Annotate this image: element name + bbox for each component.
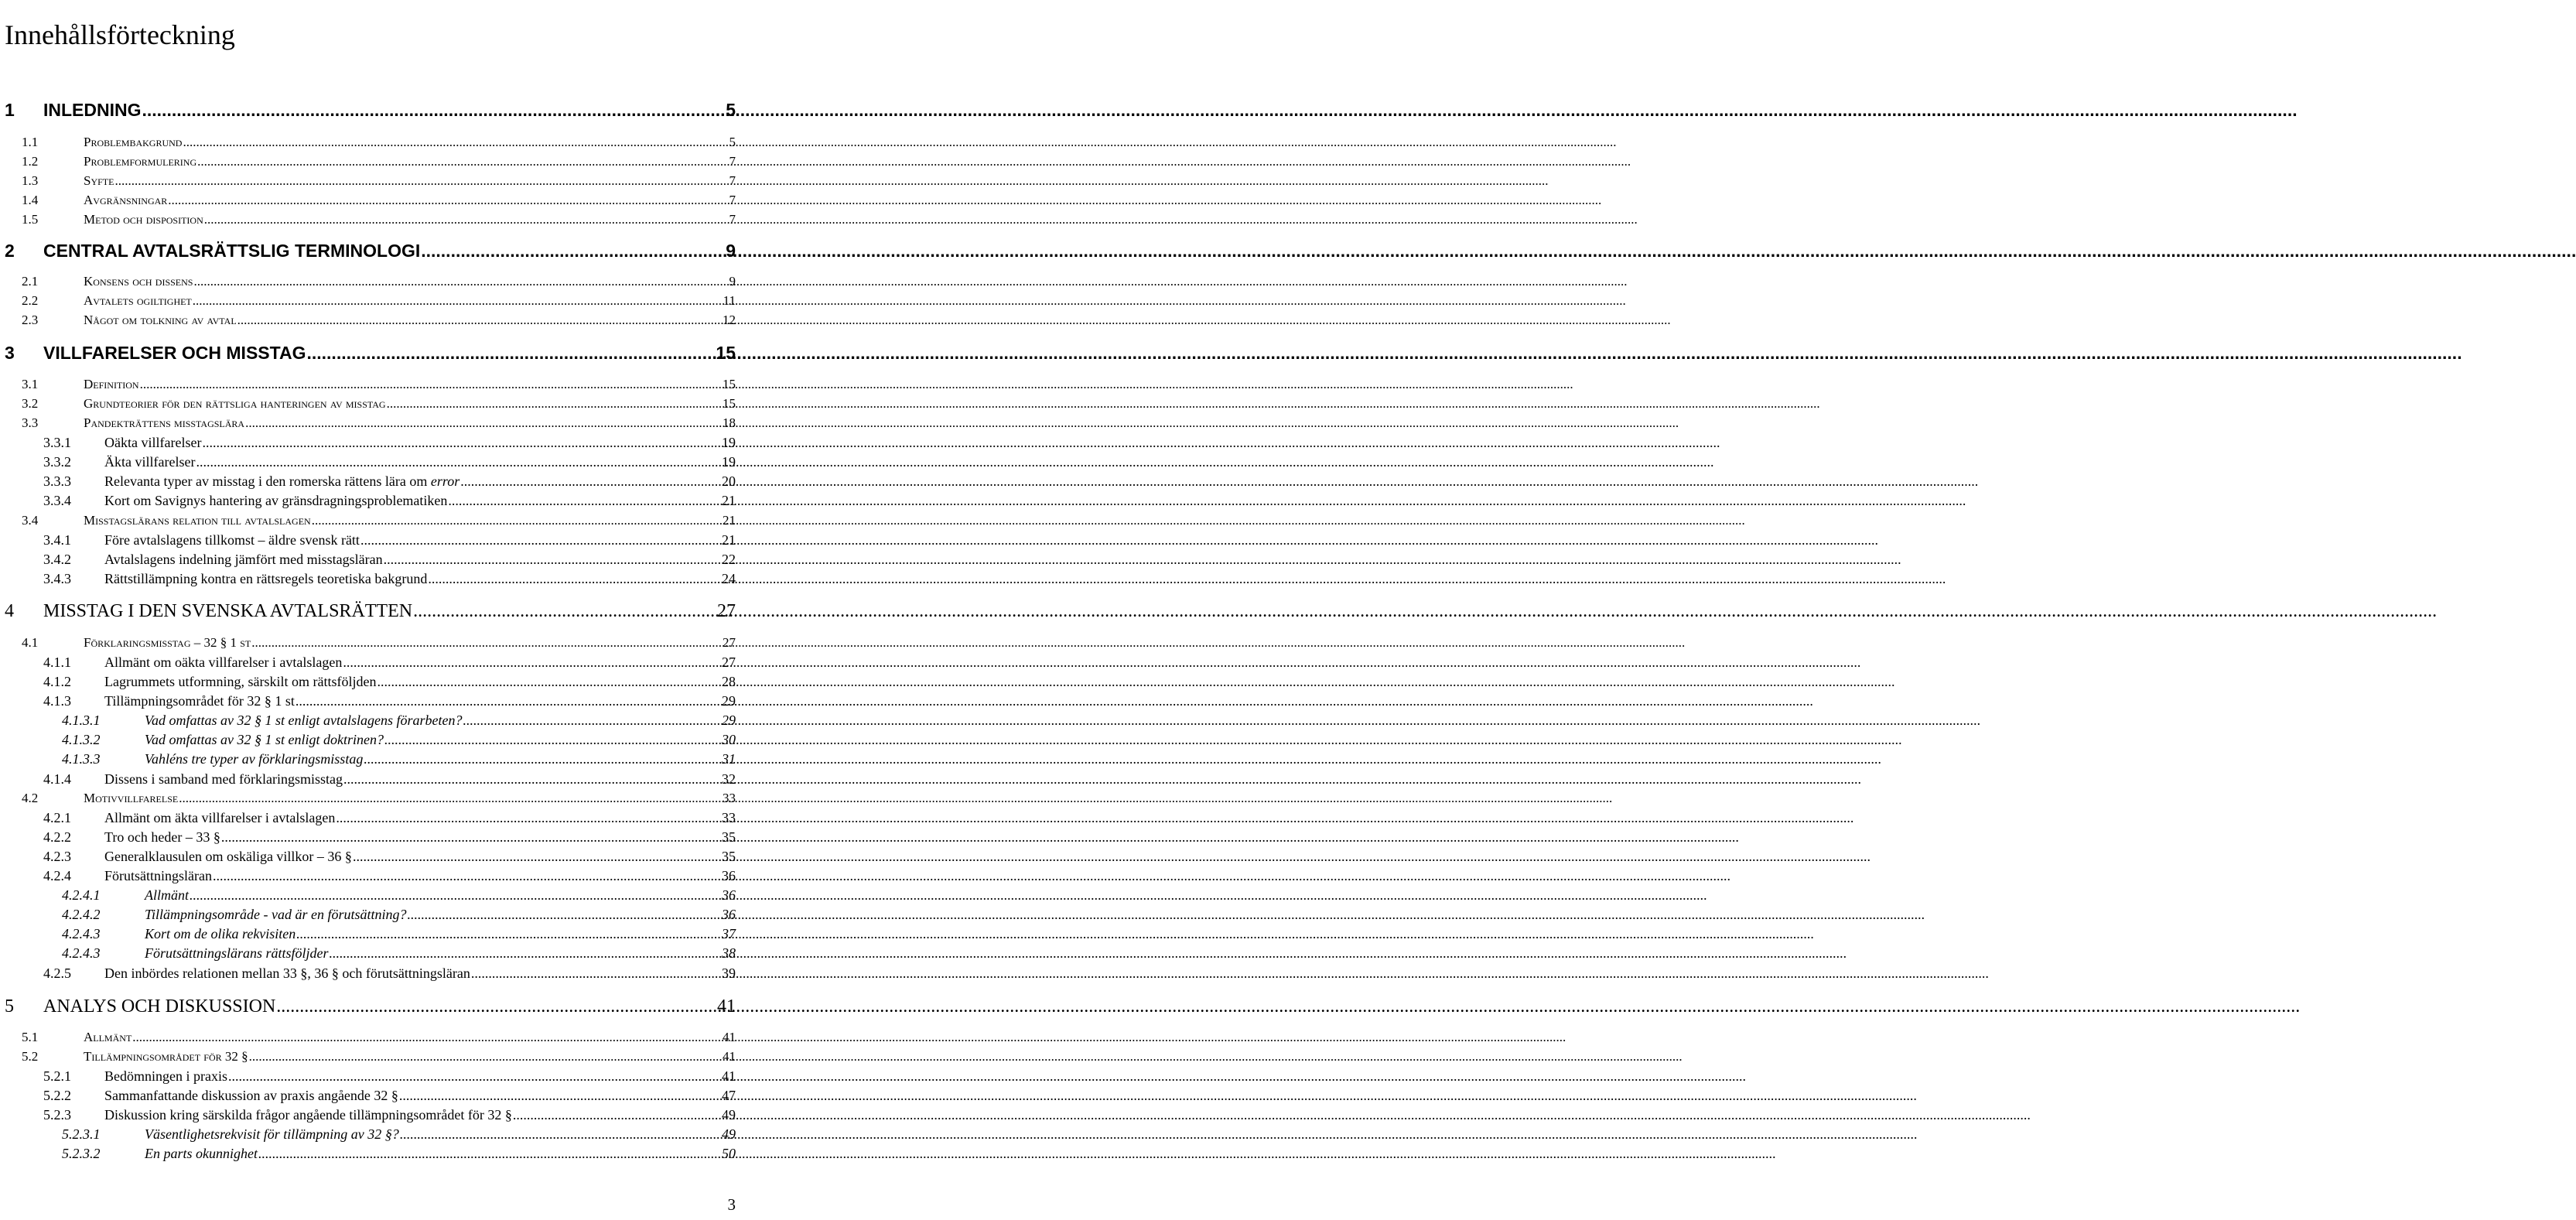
dot-leader xyxy=(168,192,728,209)
dot-leader xyxy=(183,134,728,151)
toc-label: Förutsättningslärans rättsföljder xyxy=(145,945,329,961)
toc-entry-4-2-4-2[interactable] xyxy=(62,906,736,923)
toc-entry-4-1-1[interactable] xyxy=(43,654,736,671)
toc-page-number: 5 xyxy=(726,100,736,120)
dot-leader xyxy=(132,1029,722,1046)
toc-number: 3.1 xyxy=(22,377,39,391)
toc-number: 4.2.4.3 xyxy=(62,945,101,961)
dot-leader xyxy=(142,99,719,121)
toc-entry-4-2-1[interactable] xyxy=(43,809,736,826)
toc-label: Grundteorier för den rättsliga hanteringen av misstag xyxy=(84,396,386,411)
toc-entry-5-2-3-2[interactable] xyxy=(62,1145,736,1162)
toc-page-number: 21 xyxy=(723,513,736,528)
toc-number: 4.2 xyxy=(22,791,39,805)
toc-number: 2.1 xyxy=(22,274,39,289)
toc-label: INLEDNING xyxy=(43,100,142,120)
toc-entry-5-2-3-1[interactable] xyxy=(62,1126,736,1143)
dot-leader xyxy=(343,654,721,671)
toc-page-number: 5 xyxy=(729,135,736,149)
toc-number: 4 xyxy=(5,601,14,621)
toc-page-number: 7 xyxy=(729,173,736,188)
dot-leader xyxy=(387,395,722,412)
toc-label: Äkta villfarelser xyxy=(104,454,196,470)
toc-label: MISSTAG I DEN SVENSKA AVTALSRÄTTEN xyxy=(43,601,413,621)
toc-label: Misstagslärans relation till avtalslagen xyxy=(84,513,311,528)
toc-number: 1.1 xyxy=(22,135,39,149)
toc-number: 3.4.2 xyxy=(43,552,71,567)
toc-label: Vahléns tre typer av förklaringsmisstag xyxy=(145,751,364,767)
toc-page-number: 36 xyxy=(722,887,736,903)
toc-label: Något om tolkning av avtal xyxy=(84,313,237,327)
toc-number: 1.2 xyxy=(22,154,39,169)
toc-label: Sammanfattande diskussion av praxis angående 32 § xyxy=(104,1088,398,1103)
toc-label: Tro och heder – 33 § xyxy=(104,829,220,845)
dot-leader xyxy=(413,600,716,622)
toc-label: Pandekträttens misstagslära xyxy=(84,415,245,430)
toc-number: 3.4.1 xyxy=(43,532,71,548)
dot-leader xyxy=(296,925,721,942)
dot-leader xyxy=(364,750,721,767)
toc-page-number: 15 xyxy=(716,343,736,363)
dot-leader xyxy=(221,829,721,846)
toc-page-number: 20 xyxy=(722,473,736,489)
toc-number: 1.5 xyxy=(22,212,39,227)
toc-entry-1-1[interactable] xyxy=(22,134,736,151)
toc-number: 4.1 xyxy=(22,635,39,650)
toc-entry-3-2[interactable] xyxy=(22,395,736,412)
toc-label: CENTRAL AVTALSRÄTTSLIG TERMINOLOGI xyxy=(43,241,421,261)
toc-entry-1-2[interactable] xyxy=(22,153,736,170)
toc-page-number: 37 xyxy=(722,926,736,941)
toc-label: VILLFARELSER OCH MISSTAG xyxy=(43,343,306,363)
toc-label: Förutsättningsläran xyxy=(104,868,212,883)
toc-label: Väsentlighetsrekvisit för tillämpning av 32 §? xyxy=(145,1126,399,1142)
toc-number: 4.1.3.2 xyxy=(62,732,101,747)
toc-page-number: 30 xyxy=(722,732,736,747)
toc-number: 5.2.2 xyxy=(43,1088,71,1103)
toc-label: Generalklausulen om oskäliga villkor – 36 § xyxy=(104,849,352,864)
dot-leader xyxy=(245,415,722,432)
toc-entry-4-2-3[interactable] xyxy=(43,848,736,865)
toc-number: 4.1.3 xyxy=(43,693,71,709)
toc-page-number: 9 xyxy=(726,241,736,261)
toc-number: 4.1.3.3 xyxy=(62,751,101,767)
dot-leader xyxy=(193,273,728,290)
dot-leader xyxy=(296,692,721,709)
toc-page-number: 39 xyxy=(722,965,736,981)
toc-label: Förklaringsmisstag – 32 § 1 st xyxy=(84,635,251,650)
toc-label: Konsens och dissens xyxy=(84,274,193,289)
toc-page-number: 19 xyxy=(722,454,736,470)
toc-entry-4-2-4[interactable] xyxy=(43,867,736,884)
toc-page-number: 35 xyxy=(722,829,736,845)
dot-leader xyxy=(196,453,721,470)
toc-page-number: 36 xyxy=(722,907,736,922)
toc-entry-4-2-4-3a[interactable] xyxy=(62,925,736,942)
toc-label: Kort om Savignys hantering av gränsdragningsproblematiken xyxy=(104,493,448,508)
toc-label: Före avtalslagens tillkomst – äldre svensk rätt xyxy=(104,532,360,548)
toc-label: Avtalslagens indelning jämfört med misstagsläran xyxy=(104,552,383,567)
dot-leader xyxy=(202,434,721,451)
toc-entry-3-3-2[interactable] xyxy=(43,453,736,470)
toc-number: 5.2.3.1 xyxy=(62,1126,101,1142)
toc-page-number: 15 xyxy=(723,396,736,411)
toc-entry-5-2-1[interactable] xyxy=(43,1068,736,1085)
toc-page-number: 7 xyxy=(729,154,736,169)
page-number: 3 xyxy=(727,1195,736,1214)
toc-entry-3-4-3[interactable] xyxy=(43,570,736,587)
toc-number: 3.3.2 xyxy=(43,454,71,470)
toc-entry-4-2-2[interactable] xyxy=(43,829,736,846)
toc-number: 1.3 xyxy=(22,173,39,188)
toc-page-number: 33 xyxy=(722,810,736,825)
dot-leader xyxy=(306,342,715,364)
toc-entry-1-3[interactable] xyxy=(22,173,736,190)
toc-page-number: 47 xyxy=(722,1088,736,1103)
toc-entry-3-1[interactable] xyxy=(22,376,736,393)
toc-label: Syfte xyxy=(84,173,114,188)
toc-page-number: 35 xyxy=(722,849,736,864)
toc-entry-4-1-3-2[interactable] xyxy=(62,731,736,748)
toc-number: 5.1 xyxy=(22,1030,39,1044)
toc-entry-4-1[interactable] xyxy=(22,634,736,651)
toc-entry-4-1-3-1[interactable] xyxy=(62,712,736,729)
toc-label: Tillämpningsområdet för 32 § xyxy=(84,1049,248,1064)
toc-page-number: 7 xyxy=(729,193,736,207)
toc-entry-5-1[interactable] xyxy=(22,1029,736,1046)
toc-page-number: 19 xyxy=(722,435,736,450)
dot-leader xyxy=(463,712,721,729)
toc-label: Definition xyxy=(84,377,139,391)
dot-leader xyxy=(258,1145,721,1162)
toc-number: 4.2.2 xyxy=(43,829,71,845)
dot-leader xyxy=(204,211,729,228)
dot-leader xyxy=(353,848,721,865)
toc-label: ANALYS OCH DISKUSSION xyxy=(43,996,276,1017)
toc-page-number: 27 xyxy=(717,601,736,621)
toc-entry-3-3[interactable] xyxy=(22,415,736,432)
dot-leader xyxy=(190,887,721,904)
toc-label: Dissens i samband med förklaringsmisstag xyxy=(104,771,343,787)
dot-leader xyxy=(276,996,716,1017)
toc-label: Allmänt om äkta villfarelser i avtalslagen xyxy=(104,810,336,825)
toc-label: Bedömningen i praxis xyxy=(104,1068,227,1084)
toc-page-number: 24 xyxy=(722,571,736,586)
toc-page-number: 21 xyxy=(722,532,736,548)
dot-leader xyxy=(377,673,721,690)
toc-number: 5.2.3.2 xyxy=(62,1146,101,1161)
toc-number: 5.2.3 xyxy=(43,1107,71,1123)
toc-number: 3.3 xyxy=(22,415,39,430)
dot-leader xyxy=(343,771,721,788)
toc-number: 2.2 xyxy=(22,293,39,308)
toc-page-number: 32 xyxy=(722,771,736,787)
toc-entry-5[interactable] xyxy=(5,996,736,1017)
dot-leader xyxy=(460,473,721,490)
dot-leader xyxy=(400,1126,721,1143)
toc-number: 3.3.3 xyxy=(43,473,71,489)
toc-number: 4.1.2 xyxy=(43,674,71,689)
toc-page-number: 49 xyxy=(722,1126,736,1142)
toc-entry-3[interactable] xyxy=(5,342,736,364)
toc-label: Den inbördes relationen mellan 33 §, 36 § och förutsättningsläran xyxy=(104,965,470,981)
dot-leader xyxy=(336,809,721,826)
toc-entry-2-1[interactable] xyxy=(22,273,736,290)
toc-label: Metod och disposition xyxy=(84,212,203,227)
toc-label: Oäkta villfarelser xyxy=(104,435,202,450)
toc-entry-1[interactable] xyxy=(5,99,736,121)
toc-label: Vad omfattas av 32 § 1 st enligt doktrinen? xyxy=(145,732,384,747)
page-title: Innehållsförteckning xyxy=(5,19,235,51)
dot-leader xyxy=(448,492,721,509)
toc-number: 3.2 xyxy=(22,396,39,411)
toc-page-number: 11 xyxy=(723,293,736,308)
dot-leader xyxy=(197,153,728,170)
toc-number: 2.3 xyxy=(22,313,39,327)
dot-leader xyxy=(384,731,721,748)
toc-page-number: 18 xyxy=(723,415,736,430)
toc-page-number: 31 xyxy=(722,751,736,767)
toc-page-number: 15 xyxy=(723,377,736,391)
toc-page-number: 49 xyxy=(722,1107,736,1123)
toc-number: 4.2.4 xyxy=(43,868,71,883)
dot-leader xyxy=(213,867,721,884)
toc-label: Diskussion kring särskilda frågor angående tillämpningsområdet för 32 § xyxy=(104,1107,512,1123)
dot-leader xyxy=(193,292,723,309)
toc-number: 1.4 xyxy=(22,193,39,207)
toc-page-number: 38 xyxy=(722,945,736,961)
toc-entry-5-2-2[interactable] xyxy=(43,1087,736,1104)
toc-label: Tillämpningsområde - vad är en förutsättning? xyxy=(145,907,407,922)
toc-number: 3.3.1 xyxy=(43,435,71,450)
toc-page-number: 29 xyxy=(722,713,736,728)
toc-number: 4.1.3.1 xyxy=(62,713,101,728)
toc-number: 3 xyxy=(5,343,15,363)
toc-page-number: 28 xyxy=(722,674,736,689)
toc-entry-4-2[interactable] xyxy=(22,790,736,807)
dot-leader xyxy=(114,173,728,190)
toc-number: 2 xyxy=(5,241,15,261)
dot-leader xyxy=(251,634,722,651)
dot-leader xyxy=(140,376,722,393)
toc-label: Lagrummets utformning, särskilt om rättsföljden xyxy=(104,674,377,689)
toc-label: Rättstillämpning kontra en rättsregels teoretiska bakgrund xyxy=(104,571,428,586)
dot-leader xyxy=(330,945,721,962)
toc-entry-5-2[interactable] xyxy=(22,1048,736,1065)
toc-entry-4-1-3-3[interactable] xyxy=(62,750,736,767)
toc-entry-4-1-2[interactable] xyxy=(43,673,736,690)
toc-label: Avgränsningar xyxy=(84,193,168,207)
toc-entry-1-4[interactable] xyxy=(22,192,736,209)
toc-entry-4-1-4[interactable] xyxy=(43,771,736,788)
toc-page-number: 41 xyxy=(723,1030,736,1044)
toc-label: Problembakgrund xyxy=(84,135,183,149)
toc-entry-3-4[interactable] xyxy=(22,512,736,529)
toc-number: 4.2.1 xyxy=(43,810,71,825)
toc-page-number: 21 xyxy=(722,493,736,508)
dot-leader xyxy=(421,240,718,261)
toc-entry-2[interactable] xyxy=(5,240,736,261)
toc-entry-2-2[interactable] xyxy=(22,292,736,309)
dot-leader xyxy=(513,1106,721,1123)
dot-leader xyxy=(428,570,721,587)
toc-number: 4.2.5 xyxy=(43,965,71,981)
toc-label: En parts okunnighet xyxy=(145,1146,258,1161)
dot-leader xyxy=(384,551,721,568)
toc-number: 5.2.1 xyxy=(43,1068,71,1084)
toc-label-emphasis: error xyxy=(430,473,460,489)
toc-page-number: 9 xyxy=(729,274,736,289)
toc-number: 4.1.4 xyxy=(43,771,71,787)
toc-number: 4.2.4.1 xyxy=(62,887,101,903)
toc-page-number: 22 xyxy=(722,552,736,567)
toc-label: Vad omfattas av 32 § 1 st enligt avtalslagens förarbeten? xyxy=(145,713,463,728)
toc-label: Allmänt om oäkta villfarelser i avtalslagen xyxy=(104,654,343,670)
toc-entry-5-2-3[interactable] xyxy=(43,1106,736,1123)
dot-leader xyxy=(360,531,721,548)
toc-number: 1 xyxy=(5,100,15,120)
toc-number: 4.2.4.2 xyxy=(62,907,101,922)
toc-page-number: 12 xyxy=(723,313,736,327)
toc-label: Problemformulering xyxy=(84,154,197,169)
toc-entry-4-1-3[interactable] xyxy=(43,692,736,709)
toc-page-number: 36 xyxy=(722,868,736,883)
toc-number: 4.1.1 xyxy=(43,654,71,670)
toc-entry-1-5[interactable] xyxy=(22,211,736,228)
toc-number: 3.4 xyxy=(22,513,39,528)
toc-entry-3-4-1[interactable] xyxy=(43,531,736,548)
toc-label: Kort om de olika rekvisiten xyxy=(145,926,296,941)
toc-page-number: 41 xyxy=(717,996,736,1017)
toc-page-number: 7 xyxy=(729,212,736,227)
toc-entry-4-2-4-1[interactable] xyxy=(62,887,736,904)
toc-page-number: 27 xyxy=(723,635,736,650)
toc-entry-4-2-4-3b[interactable] xyxy=(62,945,736,962)
toc-page-number: 41 xyxy=(723,1049,736,1064)
dot-leader xyxy=(228,1068,721,1085)
dot-leader xyxy=(312,512,722,529)
toc-page-number: 41 xyxy=(722,1068,736,1084)
dot-leader xyxy=(249,1048,722,1065)
dot-leader xyxy=(179,790,722,807)
toc-label: Tillämpningsområdet för 32 § 1 st xyxy=(104,693,295,709)
toc-entry-4-2-5[interactable] xyxy=(43,965,736,982)
toc-label: Avtalets ogiltighet xyxy=(84,293,192,308)
toc-page-number: 27 xyxy=(722,654,736,670)
toc-entry-4[interactable] xyxy=(5,600,736,622)
toc-entry-3-4-2[interactable] xyxy=(43,551,736,568)
toc-entry-3-3-4[interactable] xyxy=(43,492,736,509)
toc-number: 4.2.3 xyxy=(43,849,71,864)
dot-leader xyxy=(408,906,721,923)
toc-number: 3.3.4 xyxy=(43,493,71,508)
toc-number: 3.4.3 xyxy=(43,571,71,586)
toc-label-text: Relevanta typer av misstag i den romerska rättens lära om xyxy=(104,473,428,489)
dot-leader xyxy=(399,1087,721,1104)
dot-leader xyxy=(471,965,721,982)
toc-label: Allmänt xyxy=(84,1030,132,1044)
toc-entry-3-3-1[interactable] xyxy=(43,434,736,451)
toc-number: 5 xyxy=(5,996,14,1017)
toc-number: 4.2.4.3 xyxy=(62,926,101,941)
dot-leader xyxy=(237,312,722,329)
toc-entry-3-3-3[interactable] xyxy=(43,473,736,490)
toc-label xyxy=(104,473,460,490)
toc-label: Allmänt xyxy=(145,887,189,903)
toc-number: 5.2 xyxy=(22,1049,39,1064)
toc-entry-2-3[interactable] xyxy=(22,312,736,329)
toc-page-number: 50 xyxy=(722,1146,736,1161)
toc-page-number: 33 xyxy=(723,791,736,805)
toc-label: Motivvillfarelse xyxy=(84,791,179,805)
toc-page-number: 29 xyxy=(722,693,736,709)
